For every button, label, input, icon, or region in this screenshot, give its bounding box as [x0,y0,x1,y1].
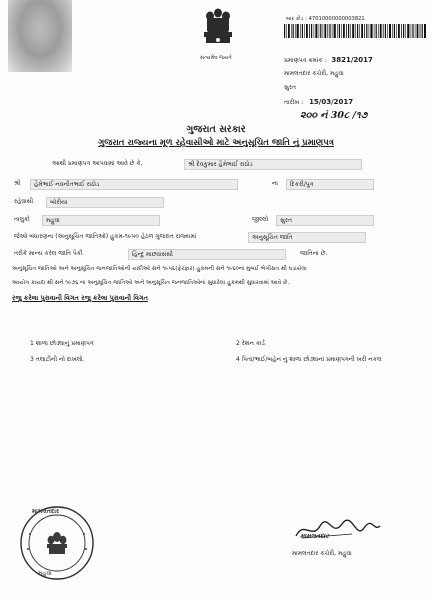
issue-date-row [284,98,353,107]
shri-label: શ્રી [14,180,21,187]
emblem-icon [198,4,238,56]
issuing-office: મામલતદાર કચેરી, મહુવા [284,70,344,77]
seal-place: મહુવા [38,570,52,577]
taluka-label: તાલુકો [14,216,30,223]
issue-date-label: તારીખ : [284,99,304,106]
na-label: ના [272,180,278,187]
caste-suffix: જાતિના છે. [300,250,328,257]
barcode-label: બાર કોડ : 47010000000003821 [286,16,365,22]
document-item: 1 શાળા છોડ્યાનું પ્રમાણપત્ર [30,340,94,347]
caste-category-field: અનુસૂચિત જાતિ [248,232,366,243]
certificate-title: ગુજરાત રાજ્યના મૂળ રહેવાસીઓ માટે અનુસૂચિત જાતિ નું પ્રમાણપત્ર [98,138,334,148]
emblem-caption: સત્યમેવ જયતે [200,55,232,61]
certificate-number-label: પ્રમાણપત્ર ક્રમાંક : [284,57,327,64]
father-name-field: શ્રી દેવકુમાર હૈમેભાઈ રાઠોડ [184,159,362,170]
issue-date: 15/03/2017 [309,98,354,106]
document-item: 3 તલાટીની નો દાખલો. [30,356,85,363]
relation-field: દિકરી/પુત્ર [286,179,374,190]
village-field: બોરીયા [46,197,164,208]
signature-text: મામલતદાર [300,532,329,540]
applicant-name-field: હૈમેભાઈ નવનીતભાઈ રાઠોડ [30,179,238,190]
issue-place: સુરત [284,84,296,91]
legal-paragraph-line-2: આયોગ કાયદા થી સને ૧૯૭૬ ના અનુસૂચિત જાતિઓ અને અનુસૂચિત જનજાતિઓનાં સુધારેલા હુકમથી સુધારવામાં આવે છે. [12,280,290,286]
caste-name-field: હિન્દુ માછવાસંસી [128,249,286,260]
taluka-field: મહુવા [42,215,160,226]
caste-prefix: તરીકે માન્ય કરેલ જાતિ પૈકી [14,250,83,257]
certificate-number-row [284,56,373,65]
applicant-photo [8,0,72,72]
intro-text: આથી પ્રમાણપત્ર આપવામાં આવે છે કે, [52,160,143,167]
handwritten-reference: ૨૦૦ નં 30૮ /૧૭ [300,110,368,121]
document-item: 4 પિતા/ભાઈ/બહેન નું શાળા છોડ્યાનાં પ્રમાણપત્રની ખરી નકલ [236,356,382,363]
district-label: જીલ્લો [252,216,269,223]
barcode [284,24,426,38]
documents-heading: રજુ કરેલા પુરાવાની વિગત રજુ કરેલા પુરાવાની વિગત [12,294,148,302]
seal-text: મામલતદાર [32,508,60,515]
legal-paragraph-line-1: અનુસૂચિત જાતિઓ અને અનુસૂચિત જનજાતિઓની યાદીઓ સને ૧૯૫૬(ફેરફાર) હુકમની સને ૧૯૬૦ના મુંબઈ ભેગીસત થી ઘડાયેલા [12,266,307,272]
certificate-number: 3821/2017 [331,56,373,64]
district-field: સુરત [276,215,374,226]
signatory-office: મામલતદાર કચેરી, મહુવા [292,550,352,557]
government-title: ગુજરાત સરકાર [186,124,246,135]
order-text: જેઓ બંધારણના (અનુસૂચિત જાતિઓ) હુકમ-૧૯૫૦ હેઠળ ગુજરાત રાજ્યમાં [14,233,197,240]
document-item: 2 રેશન કાર્ડ [236,340,265,347]
resident-label: રહેવાસી [14,198,34,205]
